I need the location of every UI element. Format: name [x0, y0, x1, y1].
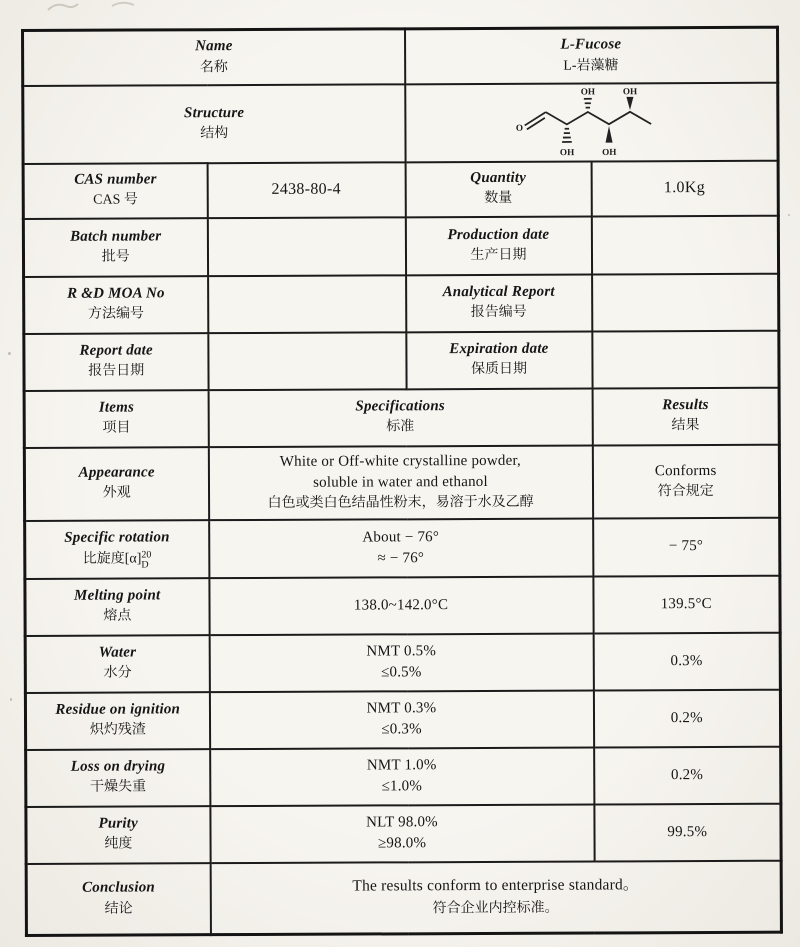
melting-point-result-cell: [593, 575, 780, 633]
lod-item-cell: [26, 749, 210, 807]
analytical-report-label-zh: 报告编号: [470, 305, 527, 321]
water-item-en: Water: [98, 644, 137, 661]
report-date-label-zh: 报告日期: [88, 363, 145, 380]
analytical-report-value: [599, 302, 772, 303]
analytical-report-value-cell: [592, 273, 779, 331]
moa-label-en: R &D MOA No: [67, 285, 165, 303]
batch-label-en: Batch number: [70, 228, 162, 245]
cas-label-zh: CAS 号: [93, 192, 138, 209]
results-header-en: Results: [662, 397, 709, 414]
row-appearance: [24, 444, 779, 520]
row-loss-on-drying: [26, 746, 781, 806]
scan-speck: [788, 214, 790, 216]
conclusion-label-en: Conclusion: [82, 879, 155, 897]
superscript-20: 20: [141, 549, 152, 561]
molecule-structure-diagram: [412, 85, 771, 159]
lod-spec-cell: [210, 747, 594, 806]
specifications-header-zh: 标准: [386, 419, 415, 435]
cas-label-cell: [23, 163, 207, 219]
residue-spec-cell: [209, 690, 593, 749]
specific-rotation-zh-prefix: 比旋度[α]: [82, 551, 142, 567]
water-result-cell: [593, 632, 780, 690]
product-name-en: L-Fucose: [560, 36, 622, 54]
batch-value-cell: [207, 217, 405, 276]
lod-spec-line2: ≤1.0%: [381, 778, 423, 795]
water-item-cell: [25, 635, 209, 693]
specific-rotation-spec-line2: ≈ − 76°: [377, 549, 425, 566]
quantity-value: 1.0Kg: [663, 178, 706, 196]
report-date-value-cell: [208, 332, 406, 390]
lod-item-zh: 干燥失重: [90, 779, 147, 796]
row-cas-quantity: [23, 160, 778, 218]
row-batch-production: [23, 215, 778, 276]
report-date-label-en: Report date: [79, 342, 153, 359]
appearance-spec-cell: [208, 445, 592, 520]
appearance-spec-line2: soluble in water and ethanol: [313, 474, 488, 491]
row-water: [25, 632, 780, 692]
melting-point-spec-cell: [209, 576, 593, 635]
row-moa-analytical: [24, 273, 779, 333]
specifications-header-cell: [208, 388, 592, 447]
residue-item-zh: 炽灼残渣: [89, 722, 146, 739]
appearance-item-zh: 外观: [102, 485, 131, 502]
water-spec-line2: ≤0.5%: [381, 664, 422, 681]
quantity-label-cell: [405, 161, 591, 217]
row-spec-header: [24, 387, 779, 447]
melting-point-item-cell: [25, 578, 209, 636]
batch-value: [214, 246, 398, 247]
items-header-en: Items: [98, 399, 135, 416]
moa-label-zh: 方法编号: [87, 306, 145, 323]
residue-result-cell: [593, 689, 780, 747]
batch-label-zh: 批号: [101, 249, 130, 265]
residue-spec-line1: NMT 0.3%: [366, 700, 437, 717]
expiration-date-label-cell: [406, 331, 592, 389]
report-date-value: [215, 360, 399, 361]
lod-result: 0.2%: [670, 766, 704, 783]
residue-result: 0.2%: [670, 709, 703, 726]
items-header-zh: 项目: [102, 420, 131, 437]
conclusion-text-cell: [210, 860, 781, 934]
expiration-date-label-en: Expiration date: [449, 340, 549, 358]
melting-point-result: 139.5°C: [660, 595, 712, 612]
name-label-cell: [23, 29, 405, 86]
water-spec-line1: NMT 0.5%: [366, 643, 437, 660]
report-date-label-cell: [24, 333, 208, 391]
hydroxyl-label: OH: [622, 85, 637, 96]
purity-result-cell: [594, 803, 781, 861]
expiration-date-value: [599, 359, 772, 360]
residue-item-en: Residue on ignition: [55, 701, 181, 719]
melting-point-item-zh: 熔点: [103, 608, 132, 625]
specific-rotation-item-zh: [32, 549, 202, 571]
appearance-result-line2: 符合规定: [657, 483, 714, 499]
results-header-zh: 结果: [671, 418, 700, 434]
water-spec-cell: [209, 633, 593, 692]
scanned-document: [21, 26, 783, 937]
conclusion-line1: The results conform to enterprise standard。: [352, 876, 639, 895]
specific-rotation-result-cell: [593, 517, 780, 576]
residue-item-cell: [25, 692, 209, 750]
purity-item-cell: [26, 806, 210, 864]
subscript-d: D: [141, 559, 149, 571]
moa-value: [215, 303, 399, 304]
items-header-cell: [24, 390, 208, 448]
alpha-d20-scripts: [141, 550, 151, 570]
row-specific-rotation: [25, 517, 780, 578]
hydroxyl-label: OH: [580, 85, 595, 96]
scan-speck: [8, 352, 11, 355]
lod-item-en: Loss on drying: [70, 758, 166, 776]
melting-point-spec: 138.0~142.0°C: [353, 596, 449, 614]
lod-result-cell: [594, 746, 781, 804]
appearance-spec-line3: 白色或类白色结晶性粉末，易溶于水及乙醇: [267, 494, 534, 512]
oxygen-atom-label: O: [515, 122, 523, 133]
structure-diagram-cell: [405, 82, 778, 162]
row-purity: [26, 803, 781, 863]
cas-value: 2438-80-4: [271, 180, 341, 198]
fucose-structure-icon: [507, 86, 675, 159]
hydroxyl-label: OH: [559, 146, 575, 157]
row-melting-point: [25, 575, 780, 635]
quantity-value-cell: [591, 160, 778, 216]
results-header-cell: [592, 387, 779, 445]
conclusion-line2: 符合企业内控标准。: [432, 900, 559, 916]
purity-item-en: Purity: [98, 815, 139, 832]
production-date-label-en: Production date: [447, 226, 550, 243]
analytical-report-label-cell: [406, 274, 592, 332]
pencil-mark: [42, 0, 172, 18]
cas-label-en: CAS number: [74, 171, 157, 188]
structure-label-en: Structure: [184, 104, 245, 122]
name-value-cell: [405, 27, 778, 84]
row-structure: [23, 82, 778, 163]
specific-rotation-spec-cell: [209, 518, 593, 578]
production-date-value-cell: [591, 215, 778, 274]
batch-label-cell: [23, 218, 207, 277]
hydroxyl-label: OH: [601, 146, 617, 157]
purity-spec-line1: NLT 98.0%: [366, 814, 438, 831]
row-conclusion: [26, 860, 781, 935]
conclusion-label-cell: [26, 863, 210, 936]
purity-result: 99.5%: [667, 823, 708, 840]
appearance-result-cell: [592, 444, 779, 518]
appearance-result-line1: Conforms: [654, 462, 717, 479]
melting-point-item-en: Melting point: [74, 587, 161, 604]
purity-item-zh: 纯度: [104, 836, 133, 853]
product-name-zh: L-岩藻糖: [563, 58, 619, 74]
water-item-zh: 水分: [103, 665, 132, 682]
expiration-date-label-zh: 保质日期: [470, 362, 528, 378]
expiration-date-value-cell: [592, 330, 779, 388]
purity-spec-cell: [210, 804, 594, 863]
name-label-en: Name: [195, 38, 233, 55]
moa-value-cell: [208, 275, 406, 333]
cas-value-cell: [207, 162, 405, 218]
appearance-spec-line1: White or Off-white crystalline powder,: [279, 453, 522, 471]
specific-rotation-item-en: Specific rotation: [64, 529, 170, 547]
analytical-report-label-en: Analytical Report: [442, 283, 555, 301]
quantity-label-zh: 数量: [484, 191, 513, 207]
quantity-label-en: Quantity: [470, 170, 527, 187]
lod-spec-line1: NMT 1.0%: [366, 757, 437, 774]
production-date-label-cell: [405, 216, 591, 275]
conclusion-label-zh: 结论: [104, 901, 133, 917]
residue-spec-line2: ≤0.3%: [381, 721, 422, 738]
production-date-value: [598, 244, 771, 245]
coa-table: [21, 26, 783, 937]
appearance-item-cell: [24, 447, 208, 521]
specific-rotation-result: − 75°: [668, 538, 704, 555]
moa-label-cell: [24, 276, 208, 334]
specific-rotation-spec-line1: About − 76°: [362, 528, 440, 546]
row-residue-on-ignition: [25, 689, 780, 749]
row-name: [23, 27, 778, 85]
scan-speck: [10, 698, 12, 701]
purity-spec-line2: ≥98.0%: [377, 835, 427, 852]
specific-rotation-item-cell: [25, 520, 209, 579]
production-date-label-zh: 生产日期: [470, 247, 527, 264]
water-result: 0.3%: [670, 652, 703, 669]
structure-label-zh: 结构: [200, 126, 229, 142]
specifications-header-en: Specifications: [355, 398, 445, 415]
structure-label-cell: [23, 84, 405, 164]
row-reportdate-expiration: [24, 330, 779, 390]
name-label-zh: 名称: [199, 59, 228, 75]
appearance-item-en: Appearance: [78, 464, 155, 481]
